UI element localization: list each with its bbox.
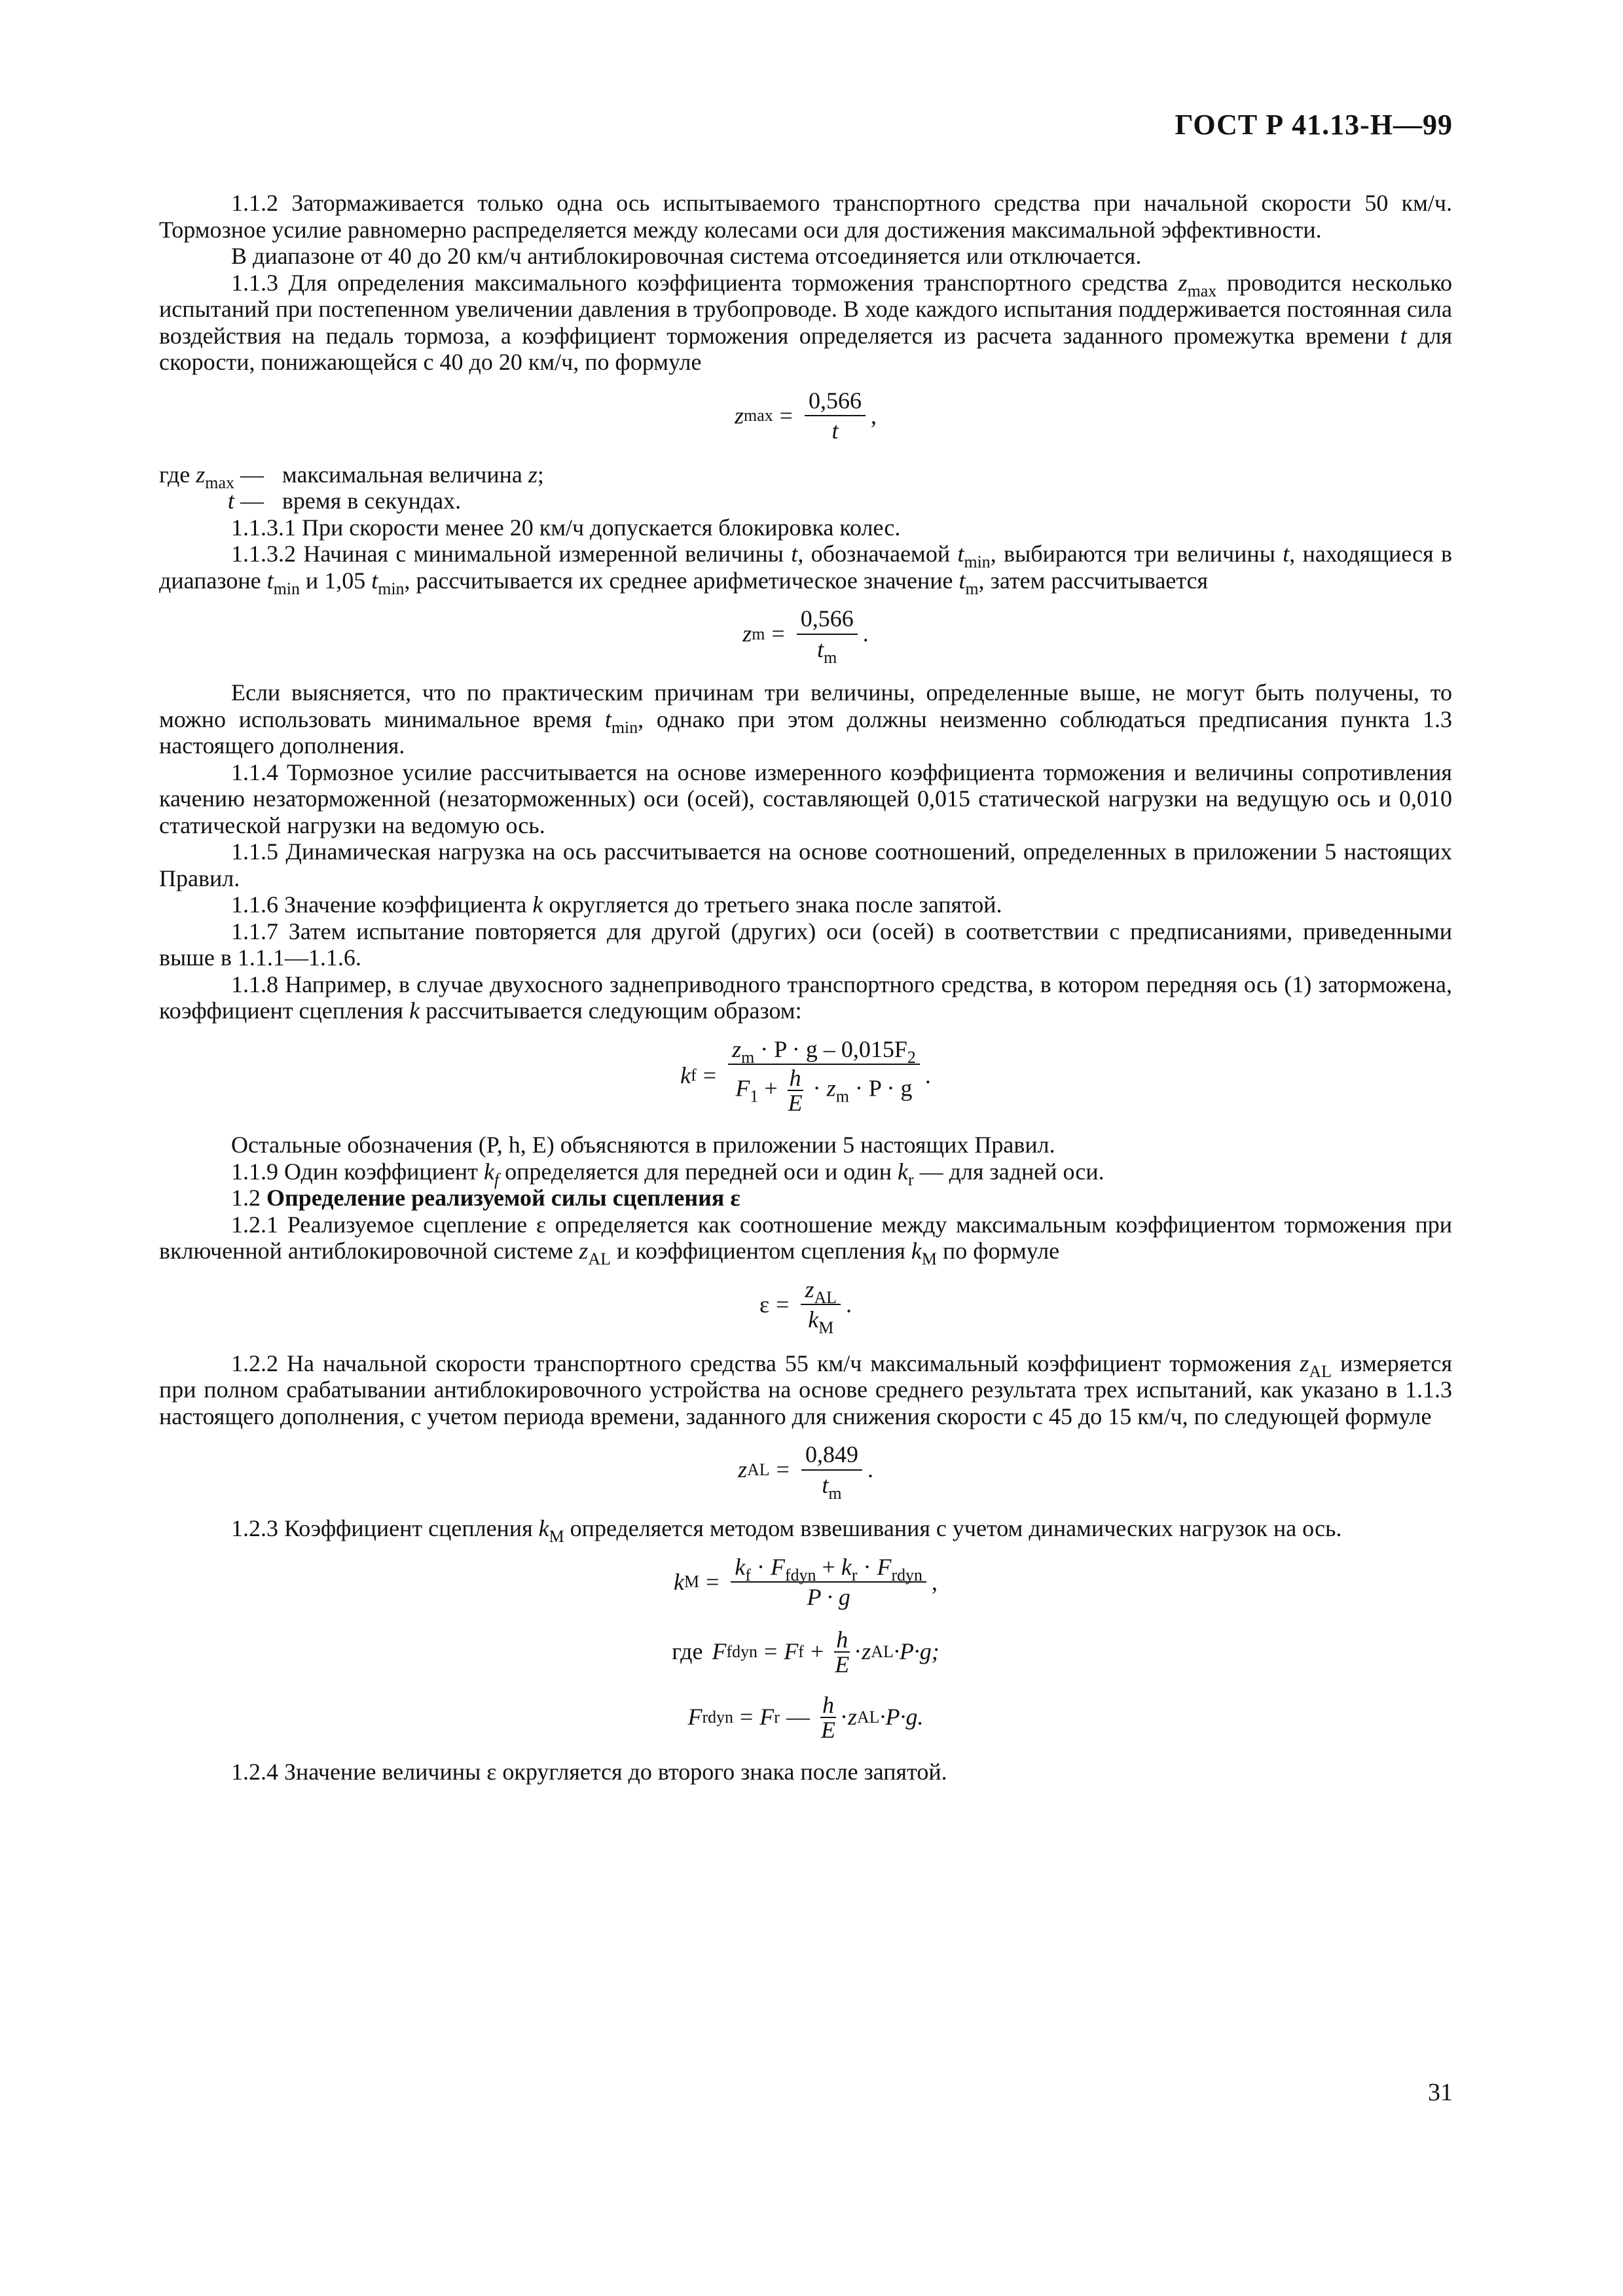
paragraph-1-2-4: 1.2.4 Значение величины ε округляется до второго знака после запятой. [231,1758,947,1785]
paragraph-1-1-3: 1.1.3 Для определения максимального коэффициента торможения транспортного средства $z_{max}$ проводится несколько испытаний при постепенном увеличении давления в трубопроводе. В ходе каждого испытания поддерживается постоянная сила воздействия на педаль тормоза, а коэффициент торможения определяется из расчета заданного промежутка времени t для скорости, понижающейся с 40 до 20 км/ч, по формуле [159,269,1453,375]
paragraph-1-2-1: 1.2.1 Реализуемое сцепление ε определяется как соотношение между максимальным коэффициентом торможения при включенной антиблокировочной системе $z_{AL}$ и коэффициентом сцепления $k_M$ по формуле [159,1211,1452,1269]
paragraph-1-2-3: 1.2.3 Коэффициент сцепления $k_M$ определяется методом взвешивания с учетом динамических нагрузок на ось. [231,1515,1342,1547]
formula-epsilon: ε = $\frac{z_{AL}}{k_M}$ . [759,1276,852,1338]
paragraph-1-1-9: 1.1.9 Один коэффициент $k_f$ определяется для передней оси и один $k_r$ — для задней оси. [231,1158,1104,1189]
section-heading-1-2: 1.2 Определение реализуемой силы сцепления ε [231,1185,740,1211]
paragraph-1-1-7: 1.1.7 Затем испытание повторяется для другой (других) оси (осей) в соответствии с предписаниями, приведенными выше в 1.1.1—1.1.6. [159,918,1452,971]
paragraph-practical: Если выясняется, что по практическим причинам три величины, определенные выше, не могут быть получены, то можно использовать минимальное время $t_{min}$, однако при этом должны неизменно соблюдаться предписания пункта 1.3 настоящего дополнения. [159,679,1453,759]
formula-zal: z AL = $\frac{0,849}{t_m}$ . [738,1441,873,1503]
paragraph-1-1-3-2: 1.1.3.2 Начиная с минимальной измеренной величины t, обозначаемой $t_{min}$, выбираются три величины t, находящиеся в диапазоне $t_{min}$ и 1,05 $t_{min}$, рассчитывается их среднее арифметическое значение $t_m$, затем рассчитывается [159,541,1452,598]
formula-kf: k f = $z_m \cdot P \cdot g - 0,015F_2$ $F_1$ + $\frac{h}{E}$ · $z_m \cdot P \cdot g$ . [680,1035,931,1116]
page-number: 31 [1428,2079,1453,2106]
legend-zmax: где $z_{max}$ — максимальная величина z; t — время в секундах. [159,461,544,514]
paragraph-1-1-5: 1.1.5 Динамическая нагрузка на ось рассчитывается на основе соотношений, определенных в приложении 5 настоящих Правил. [159,838,1452,891]
formula-km: k M = $\frac{k_f \cdot F_{fdyn} + k_r \cdot F_{rdyn}}{P \cdot g}$ , [674,1553,938,1610]
paragraph-1-1-3-1: 1.1.3.1 При скорости менее 20 км/ч допускается блокировка колес. [231,514,901,541]
paragraph-1-1-8: 1.1.8 Например, в случае двухосного заднеприводного транспортного средства, в котором передняя ось (1) заторможена, коэффициент сцепления k рассчитывается следующим образом: [159,971,1452,1024]
page-header-code: ГОСТ Р 41.13-Н—99 [1175,109,1453,141]
paragraph-1-1-2: 1.1.2 Затормаживается только одна ось испытываемого транспортного средства при начальной скорости 50 км/ч. Тормозное усилие равномерно распределяется между колесами оси для достижения максимальной эффективности. [159,190,1452,243]
formula-frdyn: F rdyn = F r — $\frac{h}{E}$ · z AL ·P·g. [687,1691,924,1743]
paragraph-abs-range: В диапазоне от 40 до 20 км/ч антиблокировочная система отсоединяется или отключается. [231,243,1142,269]
document-body [159,190,1452,1785]
paragraph-other-symbols: Остальные обозначения (P, h, E) объясняются в приложении 5 настоящих Правил. [231,1132,1055,1158]
paragraph-1-2-2: 1.2.2 На начальной скорости транспортного средства 55 км/ч максимальный коэффициент торможения $z_{AL}$ измеряется при полном срабатывании антиблокировочного устройства на основе среднего результата трех испытаний, как указано в 1.1.3 настоящего дополнения, с учетом периода времени, заданного для снижения скорости с 45 до 15 км/ч, по следующей формуле [159,1350,1452,1429]
formula-zm: z m = $\frac{0,566}{t_m}$ . [742,605,869,667]
formula-zmax: z max = $\frac{0,566}{t}$ , [735,387,877,444]
formula-ffdyn: где F fdyn = F f + $\frac{h}{E}$ · z AL ·P·g; [672,1626,939,1677]
paragraph-1-1-4: 1.1.4 Тормозное усилие рассчитывается на основе измеренного коэффициента торможения и величины сопротивления качению незаторможенной (незаторможенных) оси (осей), составляющей 0,015 статической нагрузки на ведущую ось и 0,010 статической нагрузки на ведомую ось. [159,759,1452,838]
paragraph-1-1-6: 1.1.6 Значение коэффициента k округляется до третьего знака после запятой. [231,891,1002,918]
